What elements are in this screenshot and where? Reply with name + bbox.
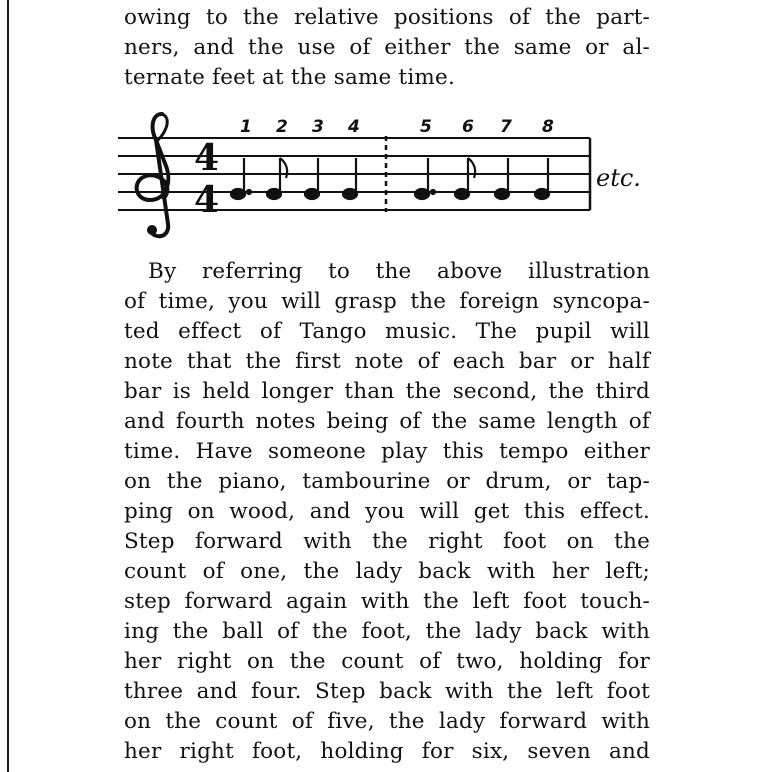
- text-line: ners, and the use of either the same or al-: [124, 35, 650, 60]
- text-line: three and four. Step back with the left foot: [124, 679, 650, 704]
- text-line: time. Have someone play this tempo either: [124, 439, 650, 464]
- text-line: bar is held longer than the second, the third: [124, 379, 650, 404]
- music-staff-illustration: [114, 106, 674, 246]
- main-paragraph: [124, 257, 650, 767]
- text-line: note that the first note of each bar or half: [124, 349, 650, 374]
- text-line: owing to the relative positions of the part-: [124, 5, 650, 30]
- count-label: 6: [462, 117, 474, 137]
- text-line: By referring to the above illustration: [148, 259, 650, 284]
- top-paragraph: [124, 3, 650, 93]
- count-label: 3: [312, 117, 324, 137]
- time-sig-top: 4: [194, 137, 220, 179]
- text-line: her right foot, holding for six, seven and: [124, 739, 650, 764]
- text-line: on the count of five, the lady forward with: [124, 709, 650, 734]
- treble-clef-icon: [137, 114, 169, 236]
- count-label: 8: [542, 117, 554, 137]
- count-label: 5: [420, 117, 432, 137]
- text-line: count of one, the lady back with her left;: [124, 559, 650, 584]
- text-line: on the piano, tambourine or drum, or tap-: [124, 469, 650, 494]
- time-sig-bottom: 4: [194, 179, 220, 221]
- text-line: her right on the count of two, holding for: [124, 649, 650, 674]
- text-line: ping on wood, and you will get this effect.: [124, 499, 650, 524]
- text-line: ted effect of Tango music. The pupil will: [124, 319, 650, 344]
- text-line: and fourth notes being of the same length of: [124, 409, 650, 434]
- count-label: 2: [276, 117, 288, 137]
- text-line: Step forward with the right foot on the: [124, 529, 650, 554]
- text-line: ternate feet at the same time.: [124, 65, 455, 90]
- count-label: 1: [240, 117, 252, 137]
- text-line: of time, you will grasp the foreign syncopa-: [124, 289, 650, 314]
- etc-label: etc.: [596, 164, 641, 192]
- count-label: 7: [500, 117, 512, 137]
- text-line: ing the ball of the foot, the lady back with: [124, 619, 650, 644]
- count-label: 4: [348, 117, 360, 137]
- text-line: step forward again with the left foot touch-: [124, 589, 650, 614]
- music-staff-svg: [114, 106, 674, 246]
- page-edge-rule: [7, 0, 9, 772]
